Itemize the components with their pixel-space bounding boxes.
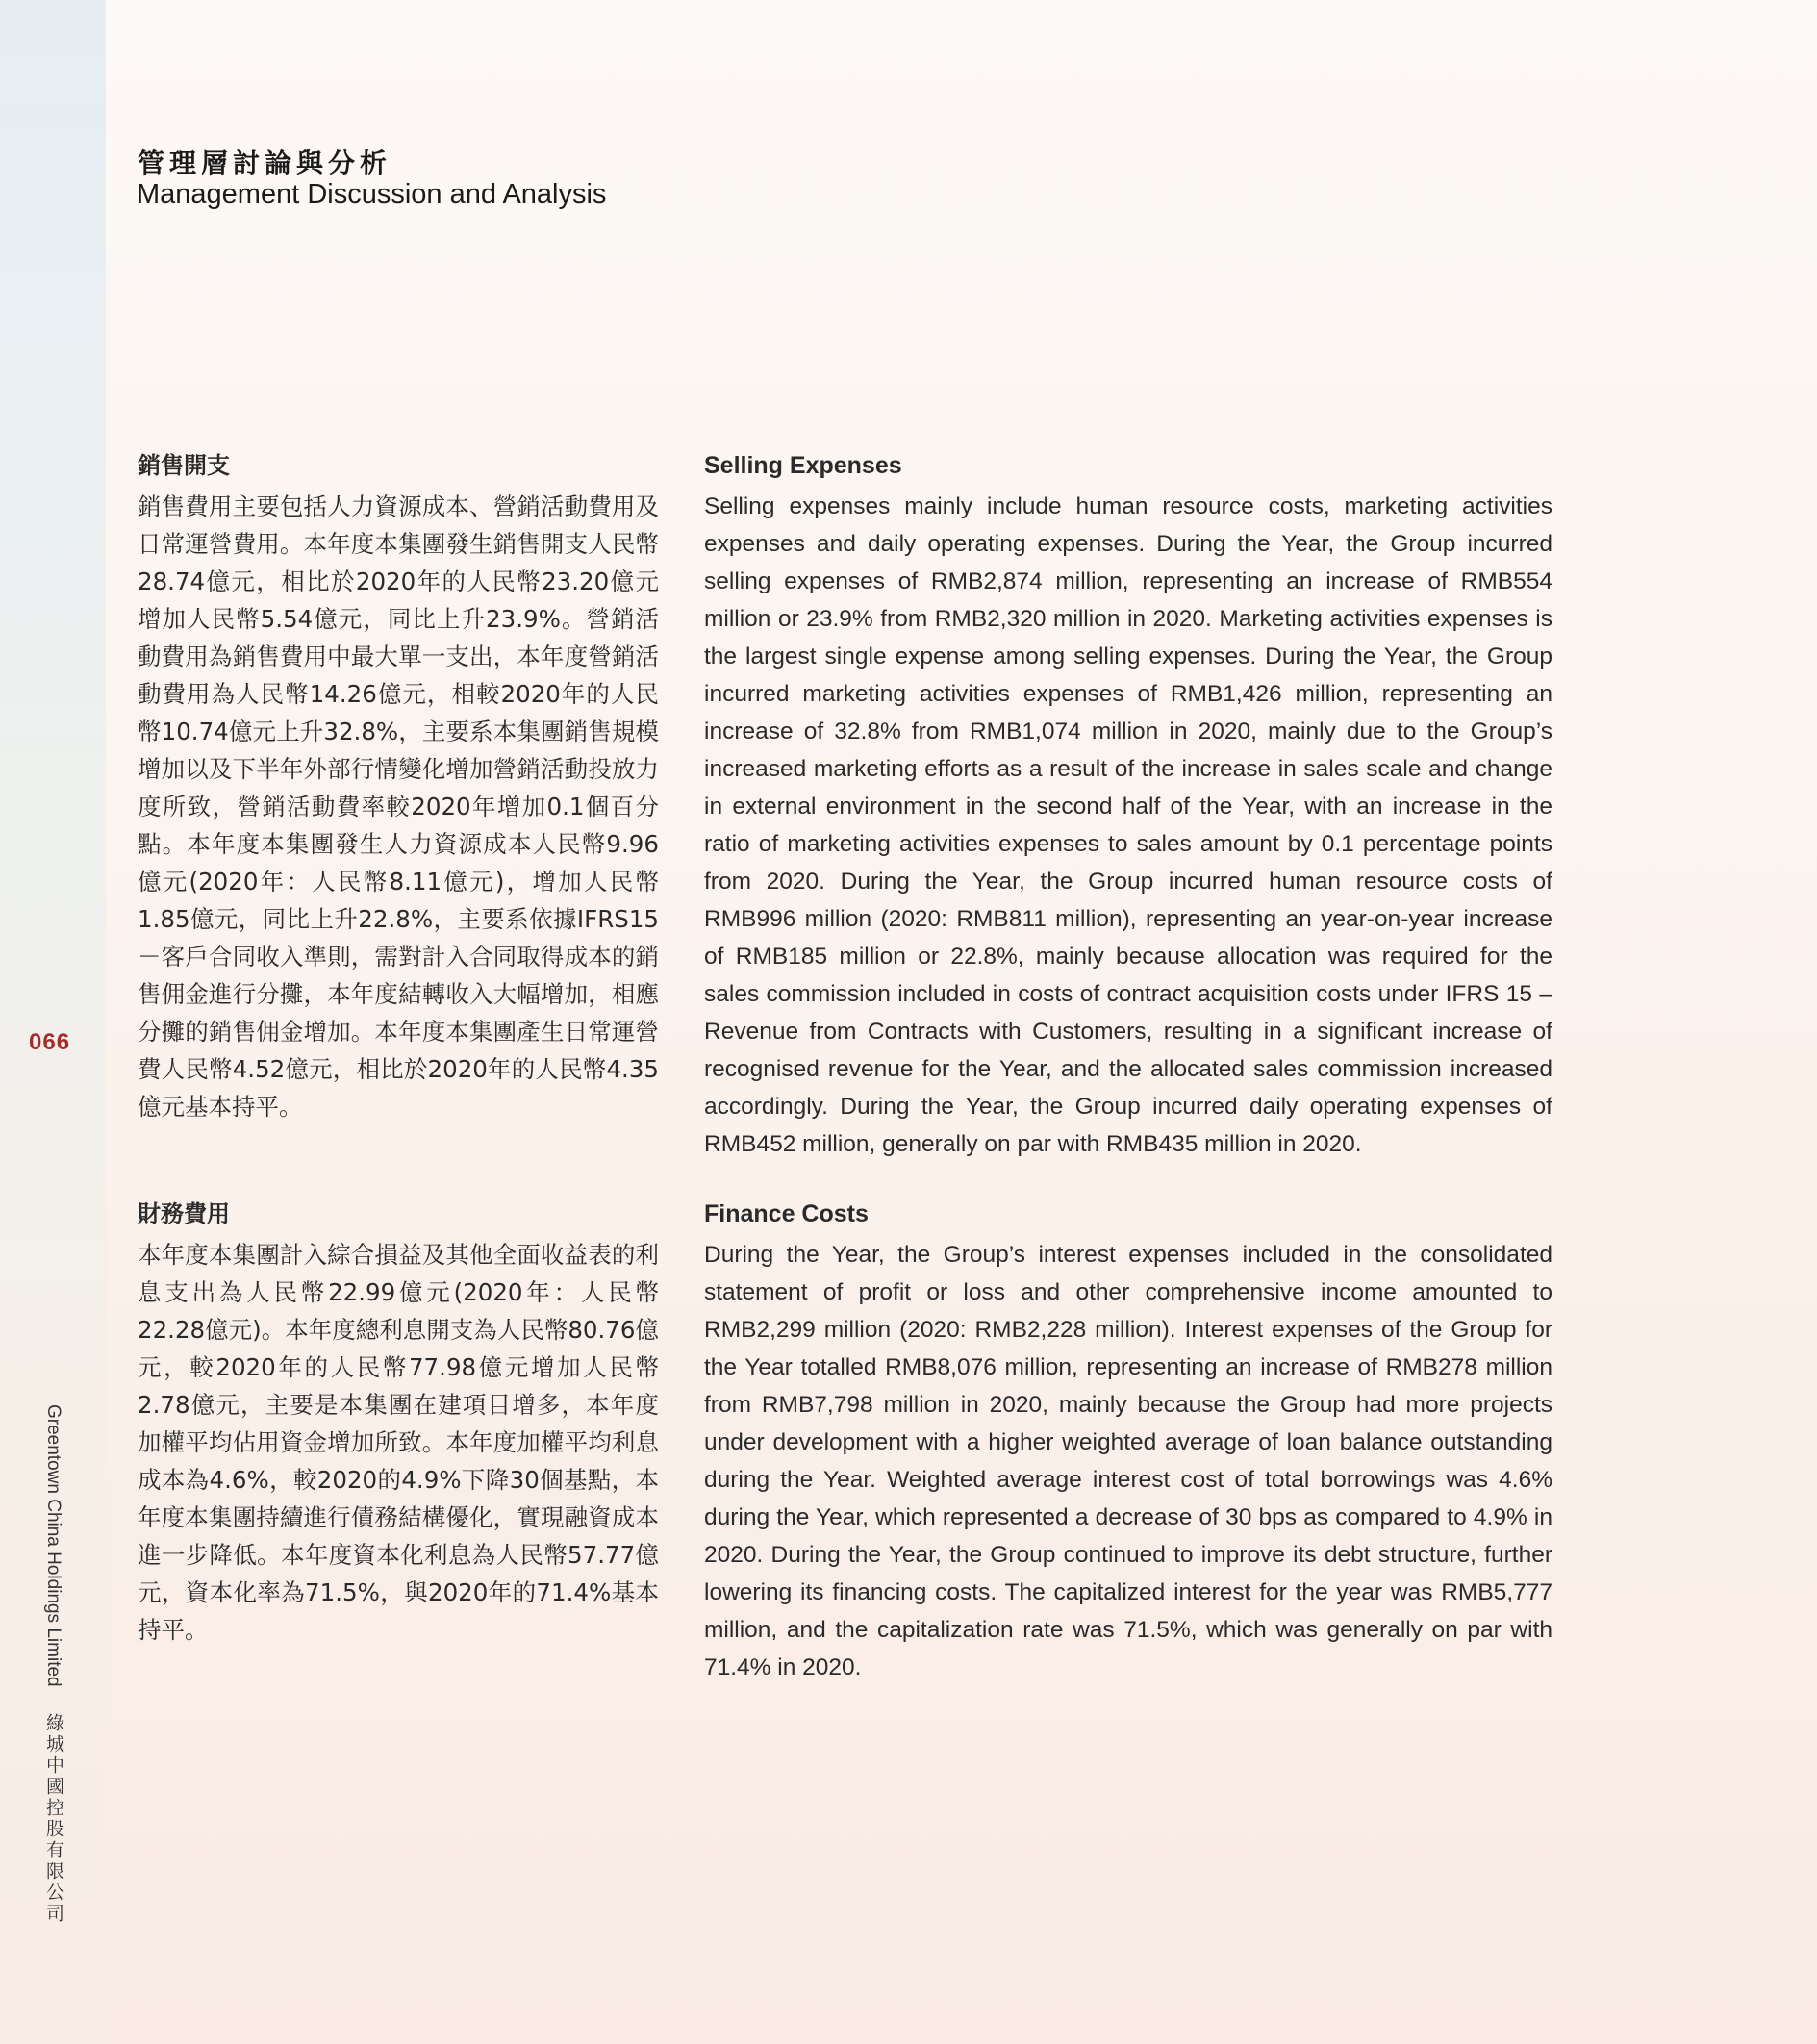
page-number: 066 (29, 1029, 71, 1055)
section-heading: 財務費用 (138, 1200, 230, 1227)
finance-costs-en-section (704, 1196, 1552, 1686)
company-footer (40, 1404, 66, 1925)
paragraph: 銷售費用主要包括人力資源成本、營銷活動費用及日常運營費用。本年度本集團發生銷售開支人民幣28.74億元，相比於2020年的人民幣23.20億元增加人民幣5.54億元，同比上升23.9%。營銷活動費用為銷售費用中最大單一支出，本年度營銷活動費用為人民幣14.26億元，相較2020年的人民幣10.74億元上升32.8%，主要系本集團銷售規模增加以及下半年外部行情變化增加營銷活動投放力度所致，營銷活動費率較2020年增加0.1個百分點。本年度本集團發生人力資源成本人民幣9.96億元(2020年：人民幣8.11億元)，增加人民幣1.85億元，同比上升22.8%，主要系依據IFRS15－客戶合同收入準則，需對計入合同取得成本的銷售佣金進行分攤，本年度結轉收入大幅增加，相應分攤的銷售佣金增加。本年度本集團產生日常運營費人民幣4.52億元，相比於2020年的人民幣4.35億元基本持平。 (138, 492, 659, 1121)
selling-expenses-cn-section (138, 447, 659, 1125)
company-name-en: Greentown China Holdings Limited (43, 1404, 63, 1687)
section-heading: Finance Costs (704, 1200, 869, 1227)
page-title-cn: 管理層討論與分析 (138, 147, 392, 179)
paragraph: During the Year, the Group’s interest expenses included in the consolidated statement of profit or loss and other comprehensive income amounted to RMB2,299 million (2020: RMB2,228 million). Interest expenses of the Group for the Year totalled RMB8,076 million, representing an increase of RMB278 million from RMB7,798 million in 2020, mainly because the Group had more projects under development with a higher weighted average of loan balance outstanding during the Year. Weighted average interest cost of total borrowings was 4.6% during the Year, which represented a decrease of 30 bps as compared to 4.9% in 2020. During the Year, the Group continued to improve its debt structure, further lowering its financing costs. The capitalized interest for the year was RMB5,777 million, and the capitalization rate was 71.5%, which was generally on par with 71.4% in 2020. (704, 1242, 1552, 1680)
company-name-cn: 綠城中國控股有限公司 (43, 1712, 63, 1925)
section-heading: Selling Expenses (704, 452, 902, 479)
section-heading: 銷售開支 (138, 452, 230, 479)
selling-expenses-en-section (704, 447, 1552, 1163)
finance-costs-cn-section (138, 1196, 659, 1649)
paragraph: 本年度本集團計入綜合損益及其他全面收益表的利息支出為人民幣22.99億元(2020年：人民幣22.28億元)。本年度總利息開支為人民幣80.76億元，較2020年的人民幣77.98億元增加人民幣2.78億元，主要是本集團在建項目增多，本年度加權平均佔用資金增加所致。本年度加權平均利息成本為4.6%，較2020的4.9%下降30個基點，本年度本集團持續進行債務結構優化，實現融資成本進一步降低。本年度資本化利息為人民幣57.77億元，資本化率為71.5%，與2020年的71.4%基本持平。 (138, 1241, 659, 1644)
paragraph: Selling expenses mainly include human resource costs, marketing activities expenses and daily operating expenses. During the Year, the Group incurred selling expenses of RMB2,874 million, representing an increase of RMB554 million or 23.9% from RMB2,320 million in 2020. Marketing activities expenses is the largest single expense among selling expenses. During the Year, the Group incurred marketing activities expenses of RMB1,426 million, representing an increase of 32.8% from RMB1,074 million in 2020, mainly due to the Group’s increased marketing efforts as a result of the increase in sales scale and change in external environment in the second half of the Year, with an increase in the ratio of marketing activities expenses to sales amount by 0.1 percentage points from 2020. During the Year, the Group incurred human resource costs of RMB996 million (2020: RMB811 million), representing an year-on-year increase of RMB185 million or 22.8%, mainly because allocation was required for the sales commission included in costs of contract acquisition costs under IFRS 15 – Revenue from Contracts with Customers, resulting in a significant increase of recognised revenue for the Year, and the allocated sales commission increased accordingly. During the Year, the Group incurred daily operating expenses of RMB452 million, generally on par with RMB435 million in 2020. (704, 493, 1552, 1157)
page-title-en: Management Discussion and Analysis (137, 179, 607, 210)
